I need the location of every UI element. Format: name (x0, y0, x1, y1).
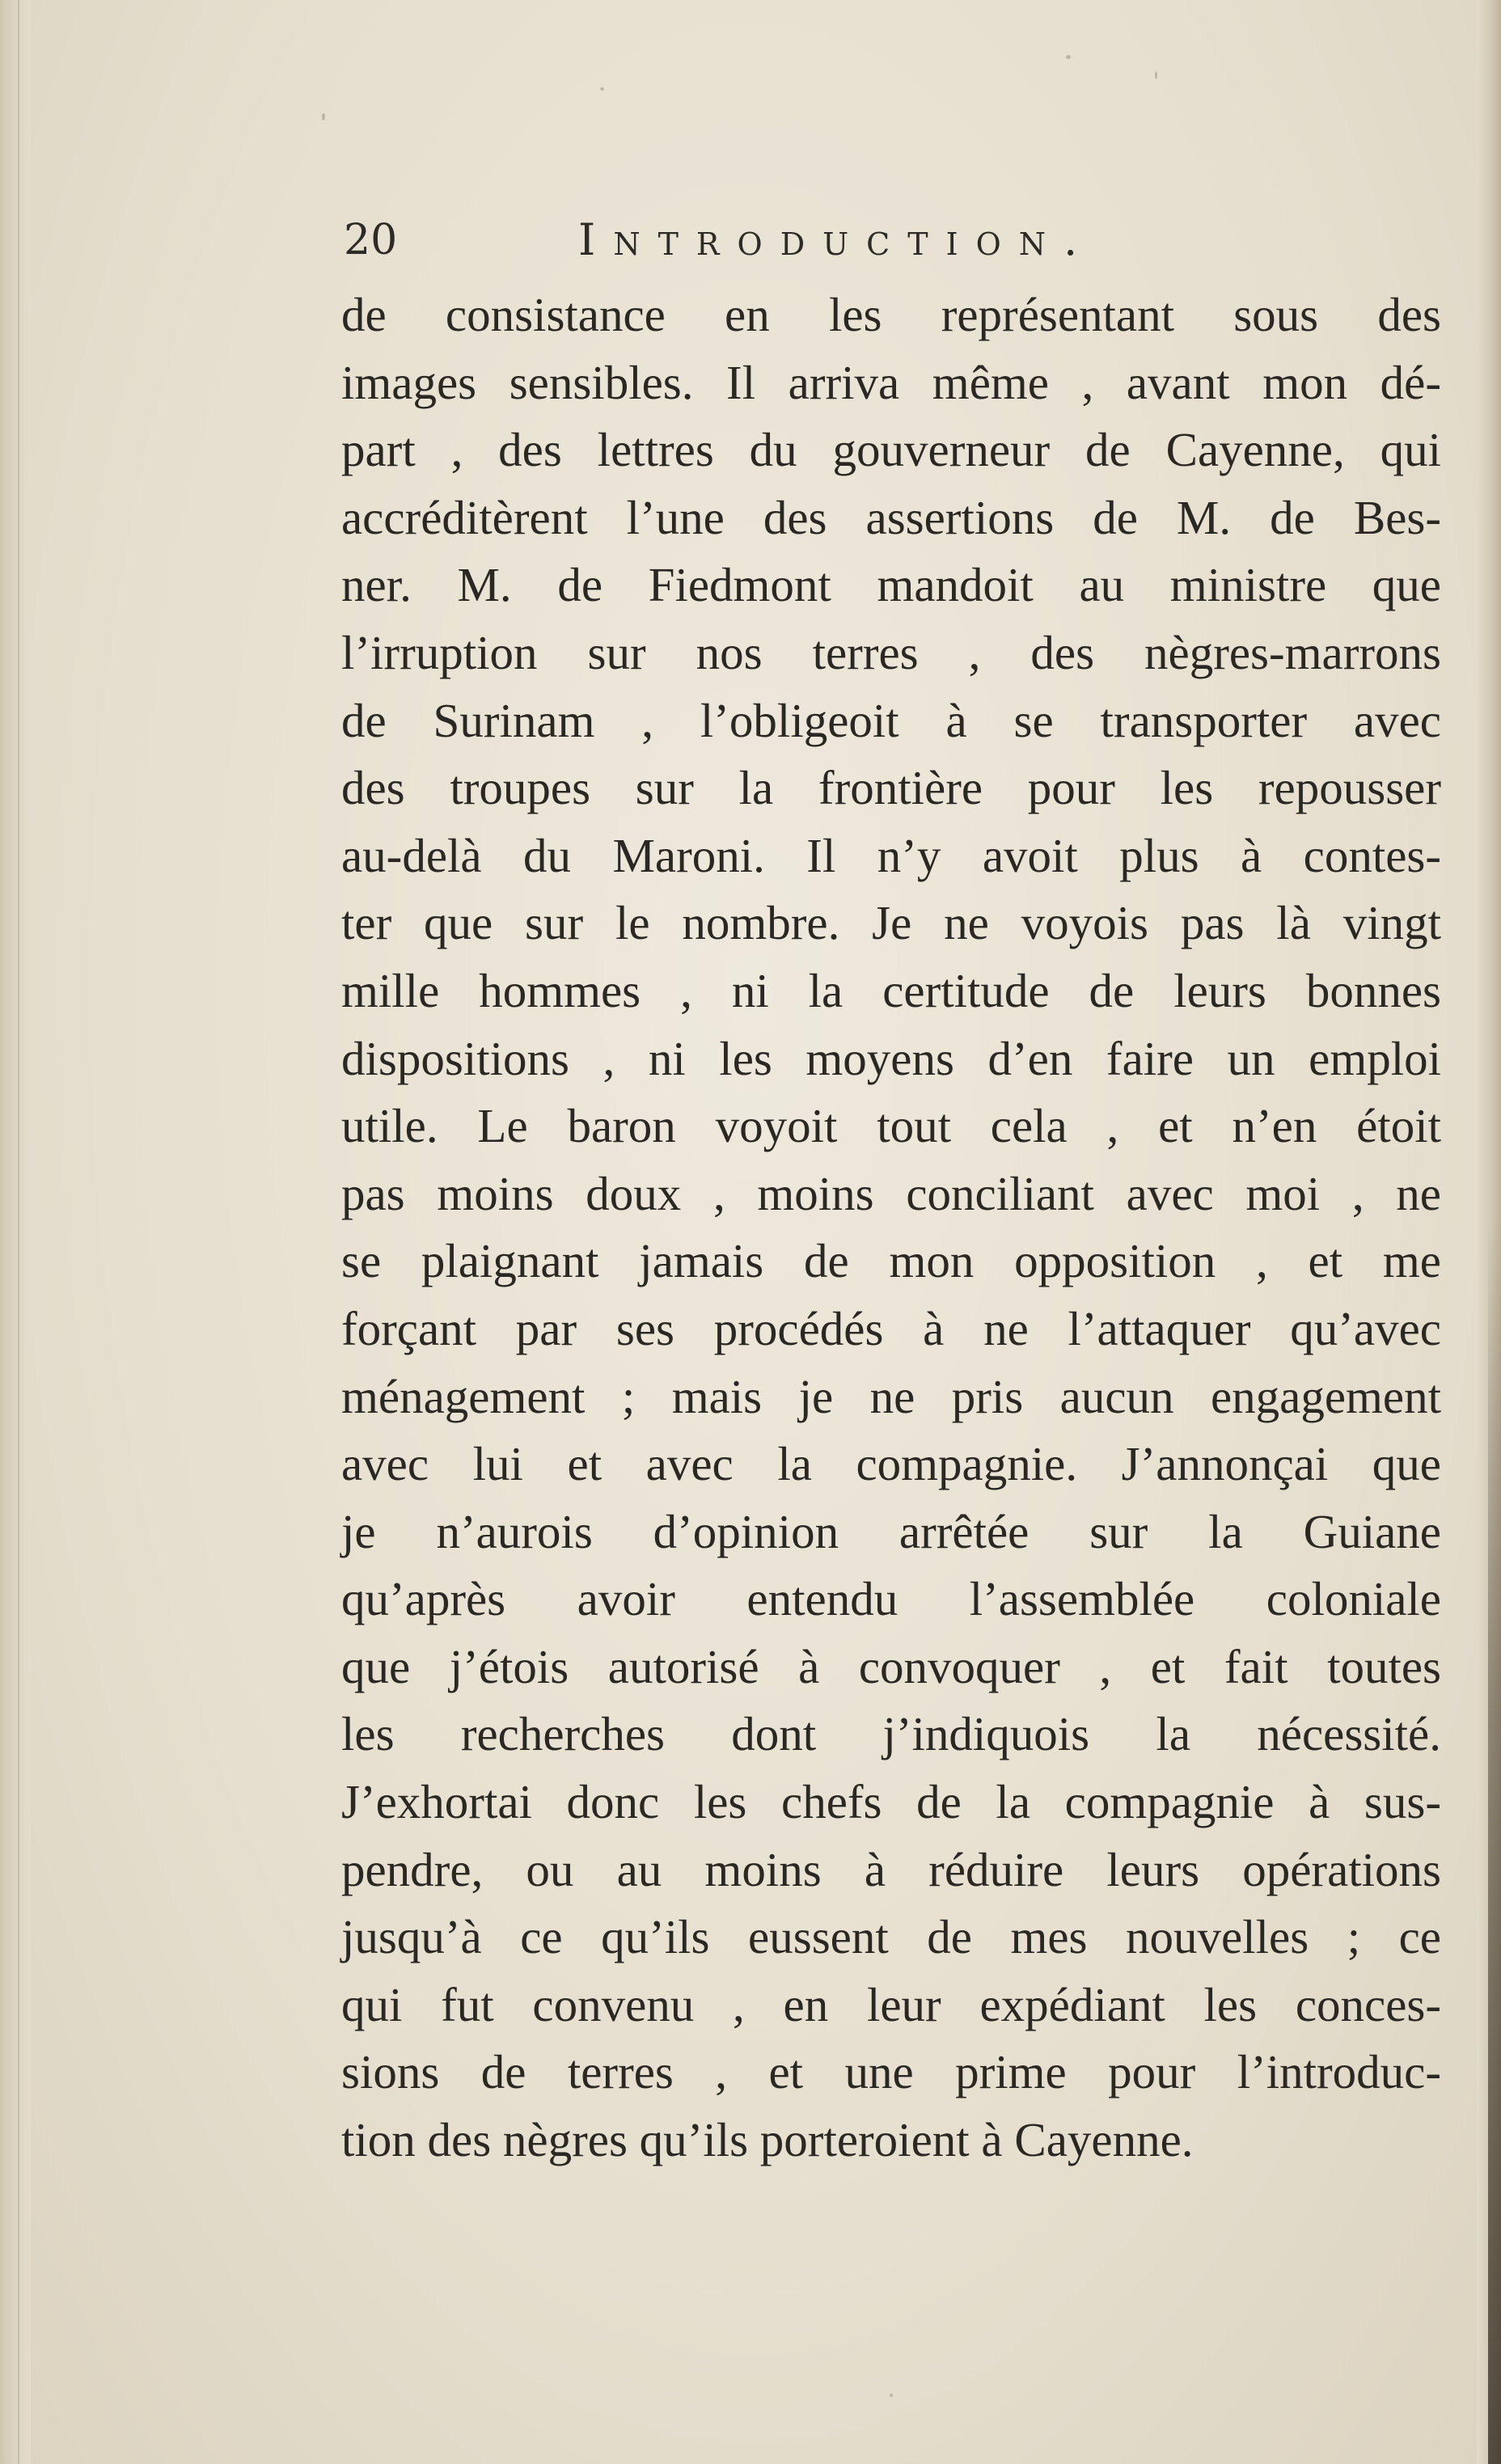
text-line: de Surinam , l’obligeoit à se transporter avec (341, 693, 1441, 747)
text-line: jusqu’à ce qu’ils eussent de mes nouvelles ; ce (341, 1910, 1441, 1964)
text-line: au-delà du Maroni. Il n’y avoit plus à contes- (341, 828, 1441, 882)
gutter-fold-line (18, 0, 19, 2464)
text-line: pas moins doux , moins conciliant avec moi , ne (341, 1166, 1441, 1220)
text-line: l’irruption sur nos terres , des nègres-marrons (341, 625, 1441, 679)
text-line: les recherches dont j’indiquois la nécessité. (341, 1707, 1441, 1761)
text-line: forçant par ses procédés à ne l’attaquer qu’avec (341, 1301, 1441, 1355)
text-line: ménagement ; mais je ne pris aucun engagement (341, 1369, 1441, 1423)
text-line: ter que sur le nombre. Je ne voyois pas là vingt (341, 896, 1441, 950)
text-line: dispositions , ni les moyens d’en faire un emploi (341, 1031, 1441, 1085)
text-line: des troupes sur la frontière pour les repousser (341, 761, 1441, 815)
text-line: qu’après avoir entendu l’assemblée coloniale (341, 1572, 1441, 1626)
text-line: accréditèrent l’une des assertions de M. de Bes- (341, 490, 1441, 544)
text-line: mille hommes , ni la certitude de leurs bonnes (341, 963, 1441, 1017)
text-line: se plaignant jamais de mon opposition , et me (341, 1234, 1441, 1288)
page-gutter (0, 0, 31, 2464)
text-line: je n’aurois d’opinion arrêtée sur la Guiane (341, 1504, 1441, 1558)
page-header (344, 212, 1225, 268)
running-title: Introduction. (578, 214, 1096, 265)
page-edge-shadow (1488, 1213, 1501, 2464)
paper-speck (322, 113, 325, 120)
text-line: que j’étois autorisé à convoquer , et fait toutes (341, 1639, 1441, 1693)
text-line: utile. Le baron voyoit tout cela , et n’en étoit (341, 1099, 1441, 1153)
text-line: avec lui et avec la compagnie. J’annonçai que (341, 1437, 1441, 1491)
text-line: ner. M. de Fiedmont mandoit au ministre que (341, 558, 1441, 612)
paper-speck (1155, 71, 1157, 79)
paper-speck (1066, 55, 1071, 59)
text-line: qui fut convenu , en leur expédiant les conces- (341, 1977, 1441, 2031)
page-number: 20 (344, 216, 398, 264)
text-line: part , des lettres du gouverneur de Cayenne, qui (341, 423, 1441, 477)
text-line: tion des nègres qu’ils porteroient à Cayenne. (341, 2113, 1194, 2167)
paper-speck (890, 2394, 893, 2397)
text-line: J’exhortai donc les chefs de la compagnie à sus- (341, 1775, 1441, 1829)
text-line: pendre, ou au moins à réduire leurs opérations (341, 1842, 1441, 1896)
text-line: de consistance en les représentant sous des (341, 288, 1441, 341)
body-text (341, 281, 1441, 2174)
text-line: images sensibles. Il arriva même , avant mon dé- (341, 355, 1441, 409)
paper-speck (600, 87, 604, 91)
text-line: sions de terres , et une prime pour l’introduc- (341, 2045, 1441, 2099)
